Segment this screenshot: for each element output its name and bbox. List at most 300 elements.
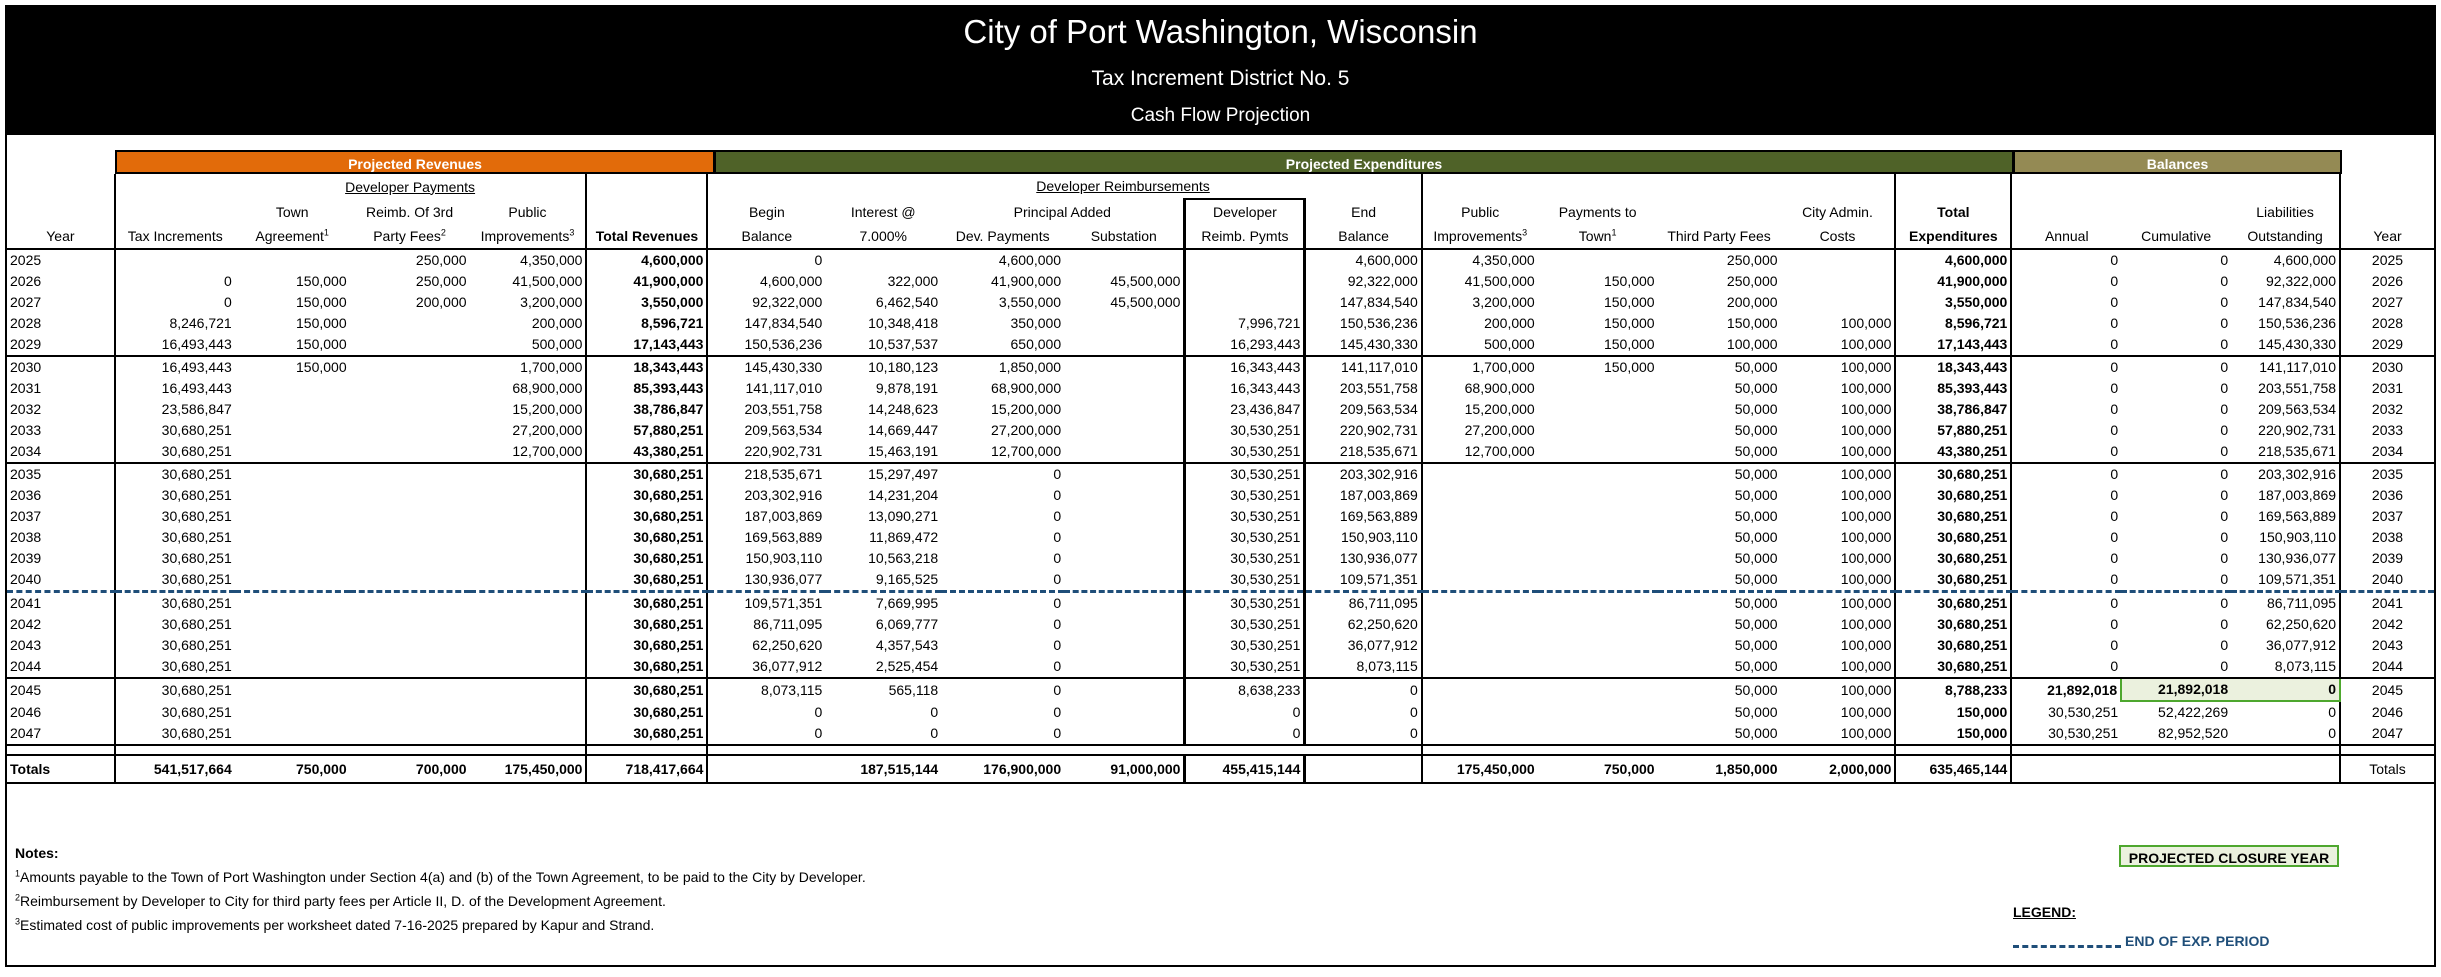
value-cell: 700,000 — [350, 755, 470, 783]
value-cell: 0 — [2220, 616, 2229, 632]
value-cell: 0 — [2231, 678, 2340, 701]
value-cell: 100,000 — [1840, 487, 1892, 503]
value-cell: 8,073,115 — [2231, 656, 2340, 678]
value-cell: 30,680,251 — [586, 723, 707, 745]
value-cell: 141,117,010 — [2231, 356, 2340, 378]
value-cell — [1422, 701, 1538, 723]
value-cell: 209,563,534 — [707, 420, 825, 441]
value-cell: 220,902,731 — [2231, 420, 2340, 441]
notes-heading: Notes: — [15, 845, 59, 861]
value-cell: 50,000 — [1734, 703, 1778, 720]
value-cell: 150,000 — [1895, 723, 2011, 745]
value-cell: 150,536,236 — [707, 334, 825, 356]
note-2 — [15, 893, 866, 909]
value-cell: 0 — [2220, 401, 2229, 417]
value-cell — [2121, 755, 2231, 783]
value-cell: 4,600,000 — [1895, 249, 2011, 271]
value-cell: 23,436,847 — [1185, 399, 1305, 420]
year-cell: 2037 — [2371, 508, 2404, 524]
value-cell: 0 — [2011, 399, 2121, 420]
value-cell: 150,903,110 — [2231, 527, 2340, 548]
value-cell: 0 — [2231, 723, 2340, 745]
table-row — [7, 527, 2434, 548]
value-cell: 12,700,000 — [1422, 441, 1538, 463]
value-cell: 41,900,000 — [586, 271, 707, 292]
value-cell: 150,000 — [1538, 334, 1658, 356]
value-cell — [470, 548, 587, 569]
value-cell: 145,430,330 — [707, 356, 825, 378]
value-cell: 16,293,443 — [1185, 334, 1305, 356]
value-cell: 3,550,000 — [586, 292, 707, 313]
value-cell — [1064, 378, 1185, 399]
projection-subtitle: Cash Flow Projection — [1130, 105, 1311, 126]
value-cell: 141,117,010 — [1340, 359, 1418, 375]
value-cell: 30,680,251 — [1895, 614, 2011, 635]
col-reimb-1: Reimb. Of 3rd — [365, 203, 454, 220]
value-cell: 0 — [1409, 681, 1418, 698]
note-marker: 3 — [15, 916, 21, 927]
value-cell: 0 — [707, 249, 825, 271]
value-cell — [235, 678, 350, 701]
value-cell: 16,343,443 — [1185, 378, 1305, 399]
value-cell — [1185, 292, 1305, 313]
value-cell — [1538, 701, 1658, 723]
developer-reimbursements-group: Developer Reimbursements — [1036, 178, 1210, 194]
value-cell — [235, 485, 350, 506]
table-row — [7, 723, 2434, 745]
value-cell: 0 — [1053, 681, 1062, 698]
value-cell: 50,000 — [1734, 681, 1778, 698]
value-cell: 0 — [2011, 271, 2121, 292]
spacer-cell — [1422, 745, 1538, 755]
value-cell: 200,000 — [1726, 294, 1778, 310]
col-exp-public-1: Public — [1422, 199, 1538, 224]
value-cell: 0 — [1053, 487, 1062, 503]
value-cell — [235, 701, 350, 723]
value-cell: 220,902,731 — [707, 441, 825, 463]
value-cell: 100,000 — [1781, 656, 1896, 678]
value-cell: 50,000 — [1734, 550, 1778, 566]
value-cell: 30,680,251 — [115, 614, 235, 635]
value-cell — [1538, 527, 1658, 548]
value-cell: 50,000 — [1734, 466, 1778, 482]
value-cell: 0 — [2011, 313, 2121, 334]
value-cell — [350, 378, 470, 399]
value-cell: 0 — [941, 569, 1064, 592]
col-payments-town-2: Town — [1578, 228, 1612, 244]
value-cell — [1538, 635, 1658, 656]
value-cell: 187,003,869 — [2231, 485, 2340, 506]
dashed-line-swatch — [2013, 945, 2121, 948]
value-cell: 150,000 — [296, 273, 347, 289]
value-cell: 30,680,251 — [1895, 463, 2011, 485]
value-cell — [350, 569, 470, 592]
value-cell — [235, 506, 350, 527]
value-cell: 218,535,671 — [2231, 441, 2340, 463]
spacer-row — [7, 745, 2434, 755]
value-cell: 41,900,000 — [991, 273, 1062, 289]
value-cell — [1064, 356, 1185, 378]
value-cell — [2011, 755, 2121, 783]
table-row — [7, 249, 2434, 271]
value-cell: 68,900,000 — [991, 380, 1062, 396]
totals-row — [7, 755, 2434, 783]
value-cell: 10,348,418 — [868, 315, 939, 331]
year-cell: 2036 — [2371, 487, 2404, 503]
year-cell: 2033 — [2371, 422, 2404, 438]
note-text: Reimbursement by Developer to City for third party fees per Article II, D. of the Development Agreement. — [20, 893, 666, 909]
value-cell: 30,530,251 — [1185, 506, 1305, 527]
value-cell: 68,900,000 — [1422, 378, 1538, 399]
value-cell: 100,000 — [1840, 315, 1892, 331]
value-cell: 14,248,623 — [868, 401, 939, 417]
legend-label: LEGEND: — [2013, 904, 2076, 920]
col-interest-2: 7.000% — [859, 228, 907, 244]
value-cell: 0 — [2220, 466, 2229, 482]
value-cell: 0 — [2220, 273, 2229, 289]
value-cell: 9,878,191 — [875, 380, 939, 396]
year-cell: 2030 — [2371, 359, 2404, 375]
value-cell: 8,246,721 — [115, 313, 235, 334]
value-cell: 30,680,251 — [115, 548, 235, 569]
value-cell: 0 — [1305, 723, 1422, 745]
value-cell — [350, 527, 470, 548]
page-title: City of Port Washington, Wisconsin — [963, 13, 1478, 50]
value-cell: 30,530,251 — [1185, 485, 1305, 506]
value-cell: 62,250,620 — [2231, 614, 2340, 635]
value-cell: 0 — [2220, 422, 2229, 438]
col-substation: Substation — [1090, 228, 1157, 244]
year-cell: 2038 — [10, 529, 42, 545]
value-cell: 541,517,664 — [115, 755, 235, 783]
note-marker: 1 — [15, 868, 21, 879]
table-row — [7, 399, 2434, 420]
value-cell: 30,680,251 — [115, 635, 235, 656]
value-cell: 150,536,236 — [1339, 315, 1418, 331]
value-cell: 6,462,540 — [875, 294, 939, 310]
year-cell: 2028 — [10, 315, 42, 331]
value-cell: 0 — [2220, 294, 2229, 310]
value-cell: 0 — [2011, 356, 2121, 378]
value-cell: 50,000 — [1734, 380, 1778, 396]
value-cell: 0 — [1053, 508, 1062, 524]
value-cell: 30,680,251 — [115, 592, 235, 615]
district-subtitle: Tax Increment District No. 5 — [1091, 67, 1350, 90]
value-cell: 150,000 — [1895, 701, 2011, 723]
value-cell — [1538, 506, 1658, 527]
year-cell: 2047 — [2340, 723, 2434, 745]
value-cell: 0 — [1053, 616, 1062, 632]
value-cell: 30,530,251 — [1185, 614, 1305, 635]
value-cell — [350, 678, 470, 701]
value-cell — [470, 635, 587, 656]
value-cell: 187,003,869 — [1339, 487, 1418, 503]
table-row — [7, 334, 2434, 356]
value-cell: 57,880,251 — [586, 420, 707, 441]
footnote-marker: 2 — [440, 227, 446, 238]
value-cell: 30,680,251 — [586, 569, 707, 592]
value-cell — [1422, 548, 1538, 569]
value-cell: 0 — [2011, 292, 2121, 313]
value-cell: 218,535,671 — [1305, 441, 1422, 463]
spacer-cell — [2121, 745, 2231, 755]
year-cell: 2031 — [10, 380, 42, 396]
spacer-cell — [2340, 745, 2434, 755]
value-cell — [235, 548, 350, 569]
value-cell: 7,996,721 — [1185, 313, 1305, 334]
value-cell: 150,000 — [1603, 294, 1655, 310]
value-cell: 30,680,251 — [586, 656, 707, 678]
value-cell — [1538, 441, 1658, 463]
value-cell: 30,530,251 — [1185, 463, 1305, 485]
year-cell: 2038 — [2371, 529, 2404, 545]
notes — [15, 845, 866, 941]
value-cell — [350, 399, 470, 420]
year-cell: 2045 — [2371, 681, 2404, 698]
value-cell — [350, 723, 470, 745]
year-cell: 2025 — [7, 249, 115, 271]
value-cell: 14,231,204 — [868, 487, 939, 503]
value-cell: 4,600,000 — [2231, 249, 2340, 271]
value-cell: 218,535,671 — [707, 463, 825, 485]
value-cell: 145,430,330 — [1305, 334, 1422, 356]
value-cell: 109,571,351 — [1305, 569, 1422, 592]
value-cell: 30,680,251 — [586, 614, 707, 635]
col-total-exp-1: Total — [1895, 199, 2011, 224]
year-cell: 2034 — [2340, 441, 2434, 463]
value-cell — [470, 592, 587, 615]
value-cell — [235, 635, 350, 656]
value-cell: 220,902,731 — [1339, 422, 1418, 438]
value-cell: 0 — [2220, 508, 2229, 524]
value-cell: 203,302,916 — [707, 485, 825, 506]
table-row — [7, 378, 2434, 399]
value-cell: 38,786,847 — [586, 399, 707, 420]
value-cell — [235, 614, 350, 635]
value-cell: 30,680,251 — [586, 635, 707, 656]
year-cell: 2044 — [7, 656, 115, 678]
value-cell: 500,000 — [1422, 334, 1538, 356]
spacer-cell — [350, 745, 470, 755]
value-cell: 100,000 — [1840, 401, 1892, 417]
value-cell: 250,000 — [415, 273, 467, 289]
value-cell: 30,530,251 — [1185, 635, 1305, 656]
value-cell — [1064, 614, 1185, 635]
value-cell — [1422, 678, 1538, 701]
value-cell — [1538, 569, 1658, 592]
value-cell: 85,393,443 — [586, 378, 707, 399]
value-cell: 50,000 — [1658, 569, 1781, 592]
value-cell — [235, 378, 350, 399]
value-cell: 27,200,000 — [512, 422, 583, 438]
value-cell: 15,297,497 — [868, 466, 939, 482]
value-cell: 0 — [2011, 249, 2121, 271]
footnote-marker: 3 — [1522, 227, 1528, 238]
value-cell: 27,200,000 — [991, 422, 1062, 438]
table-row — [7, 569, 2434, 592]
col-reimb-2: Party Fees — [373, 228, 441, 244]
value-cell: 15,200,000 — [1422, 399, 1538, 420]
value-cell: 50,000 — [1734, 401, 1778, 417]
value-cell: 4,350,000 — [470, 249, 587, 271]
value-cell — [1064, 485, 1185, 506]
value-cell: 30,680,251 — [1895, 635, 2011, 656]
spacer-cell — [235, 745, 350, 755]
value-cell: 36,077,912 — [2231, 635, 2340, 656]
year-cell: 2029 — [7, 334, 115, 356]
value-cell: 0 — [2220, 529, 2229, 545]
value-cell: 10,180,123 — [868, 359, 939, 375]
value-cell: 200,000 — [415, 294, 467, 310]
value-cell: 92,322,000 — [707, 292, 825, 313]
footnote-marker: 3 — [569, 227, 575, 238]
value-cell — [1538, 548, 1658, 569]
value-cell: 21,892,018 — [2121, 678, 2231, 701]
value-cell: 0 — [707, 701, 825, 723]
year-cell: 2026 — [2371, 273, 2404, 289]
col-third-party: Third Party Fees — [1667, 228, 1771, 244]
value-cell — [470, 506, 587, 527]
year-cell: 2043 — [2371, 637, 2404, 653]
value-cell — [1064, 678, 1185, 701]
value-cell: 100,000 — [1840, 529, 1892, 545]
value-cell: 150,000 — [296, 294, 347, 310]
table-row — [7, 420, 2434, 441]
col-dev-reimb-2: Reimb. Pymts — [1185, 224, 1305, 249]
value-cell: 0 — [2231, 701, 2340, 723]
value-cell: 3,550,000 — [1895, 292, 2011, 313]
value-cell: 86,711,095 — [707, 614, 825, 635]
value-cell — [1538, 399, 1658, 420]
value-cell: 62,250,620 — [1347, 616, 1418, 632]
value-cell: 100,000 — [1840, 380, 1892, 396]
value-cell — [470, 678, 587, 701]
value-cell — [350, 592, 470, 615]
value-cell: 169,563,889 — [1339, 508, 1418, 524]
value-cell — [1064, 569, 1185, 592]
value-cell: 203,302,916 — [1339, 466, 1418, 482]
value-cell: 30,680,251 — [586, 527, 707, 548]
value-cell — [470, 569, 587, 592]
value-cell — [470, 723, 587, 745]
value-cell: 0 — [115, 271, 235, 292]
value-cell: 0 — [2011, 656, 2121, 678]
value-cell — [1538, 723, 1658, 745]
footnote-marker: 1 — [1611, 227, 1617, 238]
value-cell: 12,700,000 — [941, 441, 1064, 463]
value-cell: 100,000 — [1658, 334, 1781, 356]
table-row — [7, 356, 2434, 378]
year-cell: 2033 — [10, 422, 42, 438]
value-cell: 350,000 — [1010, 315, 1062, 331]
value-cell: 203,551,758 — [707, 399, 825, 420]
col-begin-1: Begin — [707, 199, 825, 224]
value-cell — [350, 701, 470, 723]
spacer-cell — [1781, 745, 1896, 755]
value-cell: 18,343,443 — [586, 356, 707, 378]
table-body — [7, 249, 2434, 783]
value-cell: 16,343,443 — [1185, 356, 1305, 378]
value-cell — [1064, 506, 1185, 527]
value-cell: 50,000 — [1734, 422, 1778, 438]
value-cell: 38,786,847 — [1895, 399, 2011, 420]
value-cell — [1422, 485, 1538, 506]
value-cell: 3,200,000 — [1422, 292, 1538, 313]
value-cell — [235, 527, 350, 548]
value-cell: 52,422,269 — [2158, 704, 2229, 720]
value-cell: 0 — [2011, 378, 2121, 399]
value-cell: 100,000 — [1840, 508, 1892, 524]
footnote-marker: 1 — [323, 227, 329, 238]
value-cell — [2231, 755, 2340, 783]
value-cell: 130,936,077 — [707, 569, 825, 592]
value-cell: 0 — [2011, 527, 2121, 548]
value-cell: 130,936,077 — [1339, 550, 1418, 566]
value-cell — [235, 399, 350, 420]
value-cell: 4,350,000 — [1422, 249, 1538, 271]
year-cell: 2046 — [2371, 703, 2404, 720]
value-cell — [1422, 569, 1538, 592]
note-1 — [15, 869, 866, 885]
value-cell: 175,450,000 — [1422, 755, 1538, 783]
value-cell: 250,000 — [1658, 249, 1781, 271]
value-cell: 30,680,251 — [1895, 506, 2011, 527]
value-cell — [1781, 271, 1896, 292]
value-cell: 17,143,443 — [586, 334, 707, 356]
value-cell: 0 — [2220, 637, 2229, 653]
value-cell: 6,069,777 — [875, 616, 939, 632]
value-cell: 250,000 — [350, 249, 470, 271]
value-cell — [1064, 635, 1185, 656]
table-row — [7, 678, 2434, 701]
value-cell — [1064, 463, 1185, 485]
year-cell: 2037 — [10, 508, 42, 524]
value-cell: 150,903,110 — [707, 548, 825, 569]
value-cell: 50,000 — [1658, 723, 1781, 745]
value-cell — [350, 334, 470, 356]
col-town-2: Agreement — [255, 228, 324, 244]
value-cell: 150,000 — [1603, 273, 1655, 289]
spacer-cell — [1658, 745, 1781, 755]
value-cell — [1422, 723, 1538, 745]
year-cell: 2039 — [2371, 550, 2404, 566]
value-cell: 30,680,251 — [115, 527, 235, 548]
value-cell: 8,073,115 — [1305, 656, 1422, 678]
value-cell: 0 — [2011, 614, 2121, 635]
year-cell: 2040 — [2340, 569, 2434, 592]
value-cell: 30,530,251 — [1185, 420, 1305, 441]
value-cell: 91,000,000 — [1064, 755, 1185, 783]
value-cell: 30,530,251 — [1185, 656, 1305, 678]
year-cell: 2030 — [10, 359, 42, 375]
table-row — [7, 271, 2434, 292]
value-cell — [350, 506, 470, 527]
value-cell: 0 — [930, 703, 939, 720]
value-cell: 0 — [2011, 334, 2121, 356]
table-row — [7, 313, 2434, 334]
value-cell: 455,415,144 — [1185, 755, 1305, 783]
value-cell: 0 — [941, 656, 1064, 678]
value-cell — [825, 249, 941, 271]
spacer-cell — [2231, 745, 2340, 755]
value-cell — [1064, 399, 1185, 420]
col-dev-reimb-1: Developer — [1185, 199, 1305, 224]
value-cell: 0 — [2011, 635, 2121, 656]
value-cell: 0 — [2121, 441, 2231, 463]
col-cumulative: Cumulative — [2141, 228, 2212, 244]
value-cell: 0 — [115, 292, 235, 313]
value-cell: 0 — [1409, 703, 1418, 720]
